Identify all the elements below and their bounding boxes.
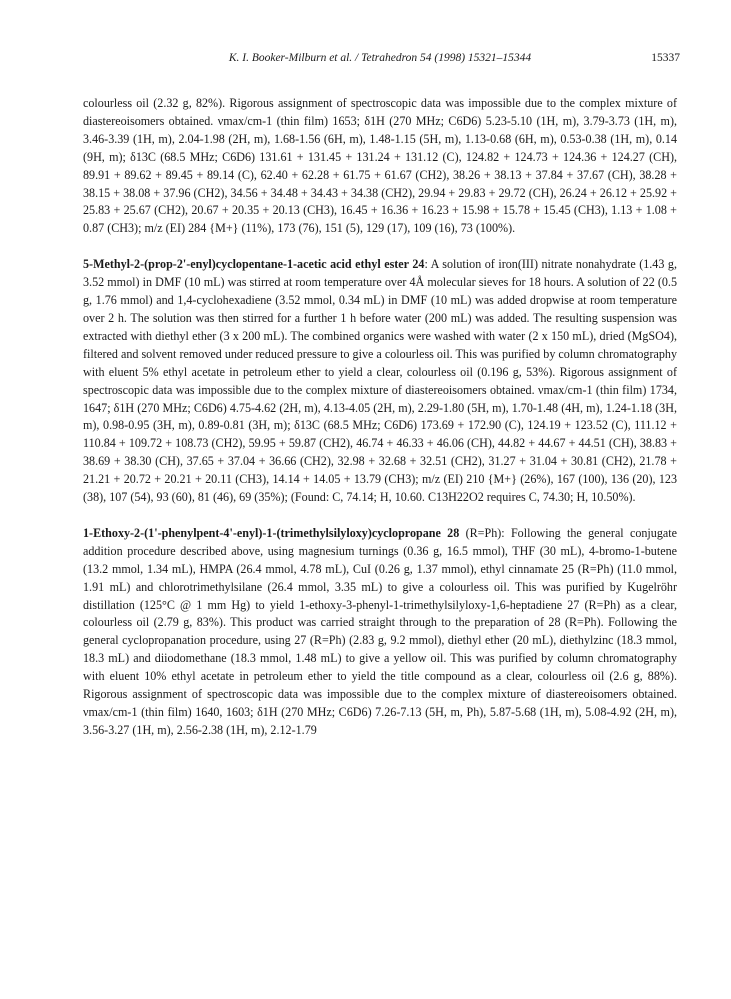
compound-title: 1-Ethoxy-2-(1'-phenylpent-4'-enyl)-1-(trimethylsilyloxy)cyclopropane 28 — [83, 525, 460, 540]
article-body — [83, 95, 677, 740]
compound-title: 5-Methyl-2-(prop-2'-enyl)cyclopentane-1-acetic acid ethyl ester 24 — [83, 257, 425, 272]
paragraph-text: : A solution of iron(III) nitrate nonahydrate (1.43 g, 3.52 mmol) in DMF (10 mL) was stirred at room temperature over 4Å molecular sieves for 18 hours. A solution of 22 (0.5 g, 1.76 mmol) and 1,4-cyclohexadiene (3.52 mmol, 0.34 mL) in DMF (10 mL) was added dropwise at room temperature over 2 h. The solution was then stirred for a further 1 h before water (200 mL) was added. The resulting suspension was extracted with diethyl ether (3 x 200 mL). The combined organics were washed with water (2 x 150 mL), dried (MgSO4), filtered and solvent removed under reduced pressure to give a colourless oil. This was purified by column chromatography with eluent 5% ethyl acetate in petroleum ether to yield a clear, colourless oil (0.196 g, 53%). Rigorous assignment of spectroscopic data was impossible due to the complex mixture of diastereoisomers obtained. νmax/cm-1 (thin film) 1734, 1647; δ1H (270 MHz; C6D6) 4.75-4.62 (2H, m), 4.13-4.05 (2H, m), 2.29-1.80 (5H, m), 1.70-1.48 (4H, m), 1.24-1.18 (3H, m), 0.98-0.95 (3H, m), 0.89-0.81 (3H, m); δ13C (68.5 MHz; C6D6) 173.69 + 172.90 (C), 124.19 + 123.52 (C), 111.12 + 110.84 + 109.72 + 108.73 (CH2), 59.95 + 59.87 (CH2), 46.74 + 46.33 + 46.06 (CH), 44.82 + 44.67 + 44.51 (CH), 38.83 + 38.69 + 38.30 (CH), 37.65 + 37.04 + 36.66 (CH2), 32.98 + 32.68 + 32.51 (CH2), 31.27 + 31.04 + 30.81 (CH2), 21.78 + 21.21 + 20.72 + 20.21 + 20.11 (CH3), 14.14 + 14.05 + 13.79 (CH3); m/z (EI) 210 {M+} (26%), 167 (100), 136 (20), 123 (38), 107 (54), 93 (60), 81 (46), 69 (35%); (Found: C, 74.14; H, 10.60. C13H22O2 requires C, 74.30; H, 10.50%). — [83, 257, 677, 505]
paragraph-text: colourless oil (2.32 g, 82%). Rigorous assignment of spectroscopic data was impossible due to the complex mixture of diastereoisomers obtained. νmax/cm-1 (thin film) 1653; δ1H (270 MHz; C6D6) 5.23-5.10 (1H, m), 3.79-3.73 (1H, m), 3.46-3.39 (1H, m), 2.04-1.98 (2H, m), 1.68-1.56 (6H, m), 1.48-1.15 (5H, m), 1.13-0.68 (6H, m), 0.53-0.38 (1H, m), 0.14 (9H, m); δ13C (68.5 MHz; C6D6) 131.61 + 131.45 + 131.24 + 131.12 (C), 124.82 + 124.73 + 124.36 + 124.27 (CH), 89.91 + 89.62 + 89.45 + 89.14 (C), 62.40 + 62.28 + 61.75 + 61.67 (CH2), 38.26 + 38.13 + 37.84 + 37.67 (CH), 38.28 + 38.15 + 38.08 + 37.96 (CH2), 34.56 + 34.48 + 34.43 + 34.38 (CH2), 29.94 + 29.83 + 29.72 (CH), 26.24 + 26.12 + 25.92 + 25.83 + 25.67 (CH2), 20.67 + 20.35 + 20.13 (CH3), 16.45 + 16.36 + 16.23 + 15.98 + 15.78 + 15.45 (CH3), 1.13 + 1.08 + 0.87 (CH3); m/z (EI) 284 {M+} (11%), 173 (76), 151 (5), 129 (17), 109 (16), 73 (100%). — [83, 96, 677, 236]
running-head: K. I. Booker-Milburn et al. / Tetrahedron 54 (1998) 15321–15344 — [228, 52, 532, 64]
page-header — [80, 50, 680, 66]
page-number: 15337 — [651, 52, 680, 64]
paragraph-text: (R=Ph): Following the general conjugate addition procedure described above, using magnesium turnings (0.36 g, 16.5 mmol), THF (30 mL), 4-bromo-1-butene (13.2 mmol, 1.34 mL), HMPA (26.4 mmol, 4.78 mL), CuI (0.26 g, 1.37 mmol), ethyl cinnamate 25 (R=Ph) (11.0 mmol, 1.91 mL) and chlorotrimethylsilane (26.4 mmol, 3.35 mL) to give a colourless oil. This was purified by Kugelröhr distillation (125°C @ 1 mm Hg) to yield 1-ethoxy-3-phenyl-1-trimethylsilyloxy-1,6-heptadiene 27 (R=Ph) as a clear, colourless oil (2.79 g, 83%). This product was carried straight through to the preparation of 28 (R=Ph). Following the general cyclopropanation procedure, using 27 (R=Ph) (2.83 g, 9.2 mmol), diethyl ether (20 mL), diethylzinc (18.3 mmol, 18.3 mL) and diiodomethane (18.3 mmol, 1.48 mL) to give a yellow oil. This was purified by column chromatography with eluent 10% ethyl acetate in petroleum ether to yield the title compound as a clear, colourless oil (2.6 g, 88%). Rigorous assignment of spectroscopic data was impossible due to the complex mixture of diastereoisomers obtained. νmax/cm-1 (thin film) 1640, 1603; δ1H (270 MHz; C6D6) 7.26-7.13 (5H, m, Ph), 5.87-5.68 (1H, m), 5.08-4.92 (2H, m), 3.56-3.27 (1H, m), 2.56-2.38 (1H, m), 2.12-1.79 — [83, 525, 677, 737]
paragraph-p1 — [83, 95, 677, 238]
paragraph-p3 — [83, 525, 677, 740]
paragraph-p2 — [83, 256, 677, 507]
